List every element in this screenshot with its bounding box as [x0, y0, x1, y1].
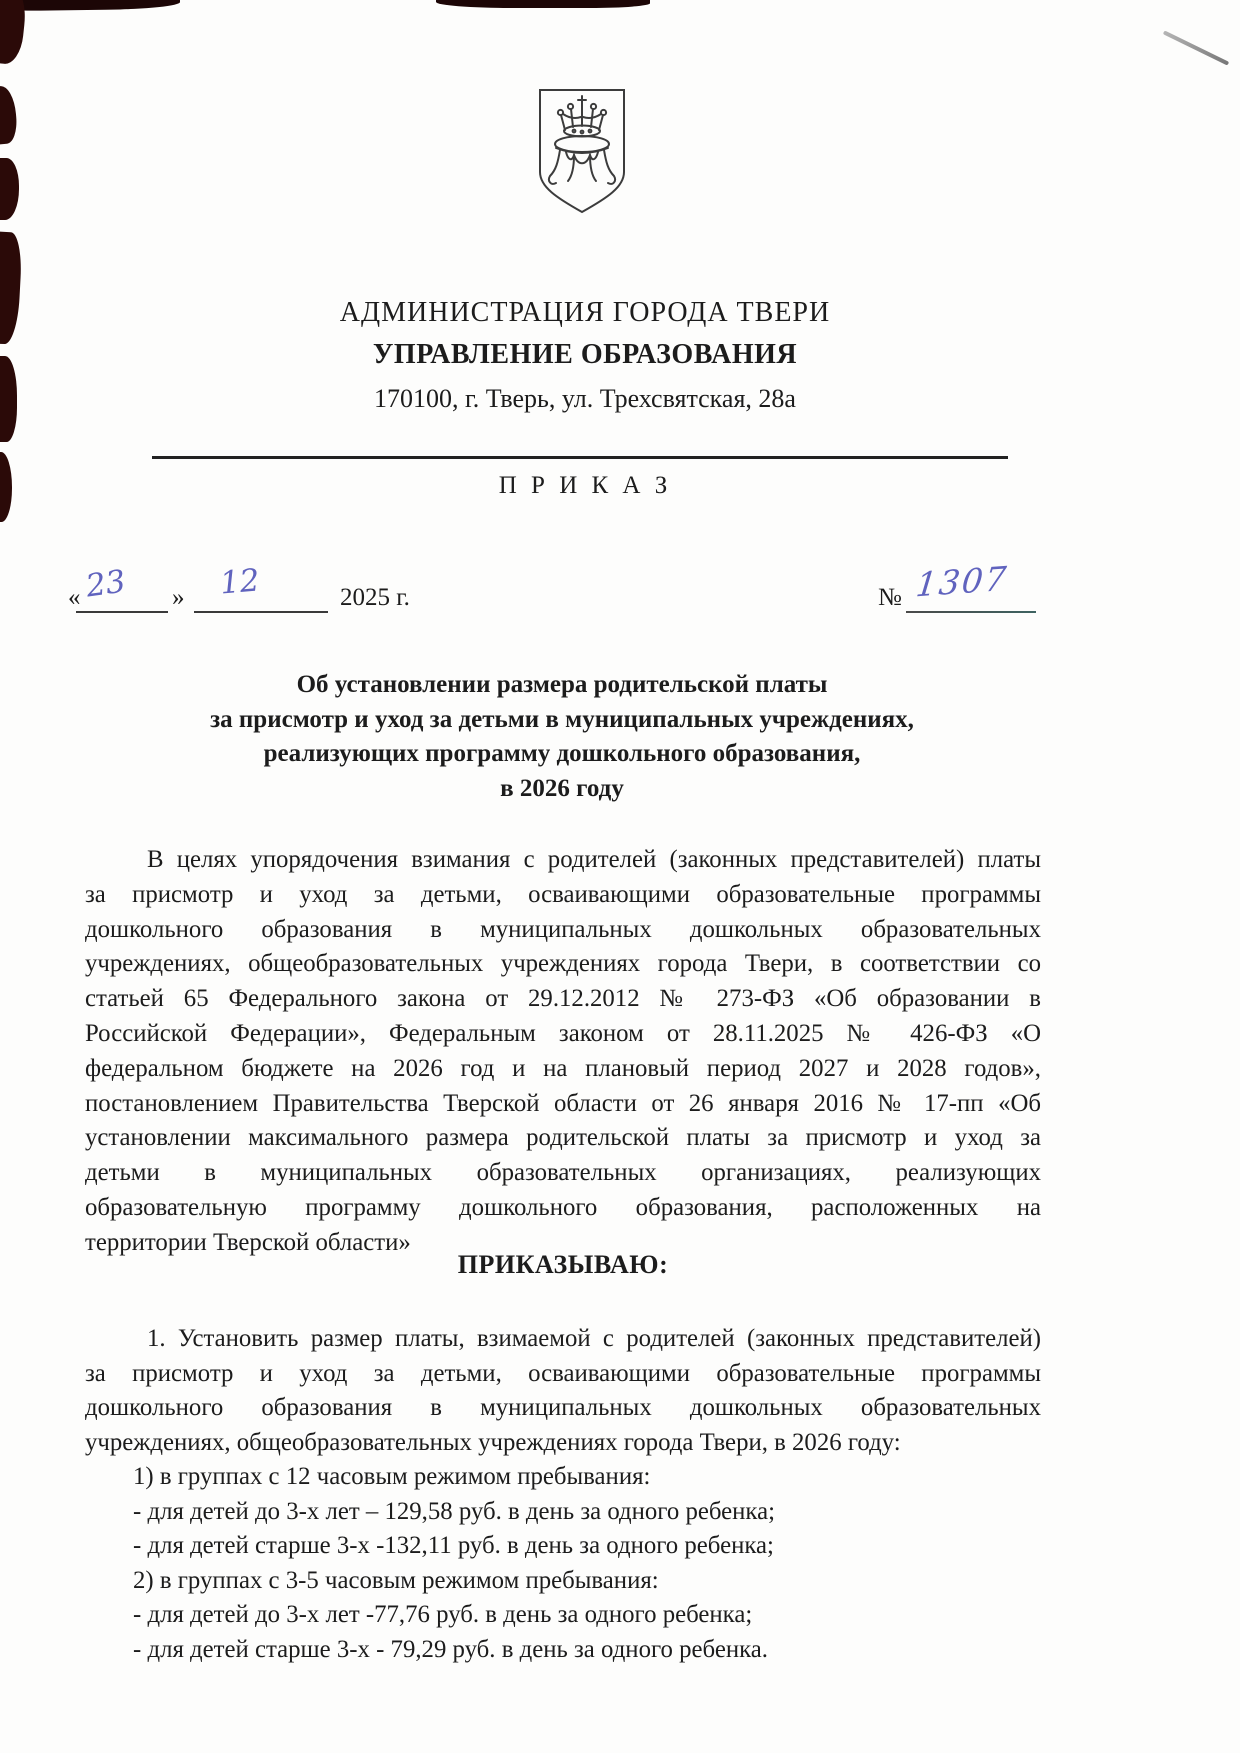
title-line: реализующих программу дошкольного образования, [263, 740, 861, 768]
paragraph-line: федеральном бюджете на 2026 год и на плановый период 2027 и 2028 годов», [85, 1054, 1041, 1082]
scan-edge-artifact-top-center [436, 0, 650, 8]
paragraph-line: В целях упорядочения взимания с родителей (законных представителей) платы [147, 846, 1041, 873]
date-month-underline [194, 611, 328, 613]
handwritten-number: 1307 [914, 558, 1010, 605]
scan-edge-artifact-left [0, 356, 17, 442]
preamble-paragraph [85, 843, 1041, 1261]
title-line: в 2026 году [500, 775, 624, 803]
org-address: 170100, г. Тверь, ул. Трехсвятская, 28а [374, 384, 796, 413]
paragraph-line: 1. Установить размер платы, взимаемой с родителей (законных представителей) [147, 1325, 1041, 1352]
org-name-line2: УПРАВЛЕНИЕ ОБРАЗОВАНИЯ [372, 339, 798, 370]
paragraph-line: установлении максимального размера родительской платы за присмотр и уход за [85, 1124, 1041, 1152]
sub-item-line: - для детей старше 3-х - 79,29 руб. в день за одного ребенка. [133, 1635, 768, 1663]
document-number-label: № [878, 584, 902, 611]
paragraph-line: постановлением Правительства Тверской области от 26 января 2016 № 17-пп «Об [85, 1089, 1041, 1117]
scan-edge-artifact-left [0, 231, 23, 344]
order-keyword: ПРИКАЗЫВАЮ: [457, 1250, 669, 1279]
document-type-heading: П Р И К А З [498, 472, 672, 499]
org-name-line1: АДМИНИСТРАЦИЯ ГОРОДА ТВЕРИ [339, 297, 831, 328]
date-close-quote: » [172, 584, 185, 611]
sub-item-line: - для детей до 3-х лет – 129,58 руб. в день за одного ребенка; [133, 1497, 775, 1525]
scan-edge-artifact-top-left [0, 0, 180, 11]
sub-item-line: 1) в группах с 12 часовым режимом пребывания: [133, 1463, 651, 1490]
paragraph-line: учреждениях, общеобразовательных учреждениях города Твери, в соответствии со [85, 950, 1041, 978]
handwritten-month: 12 [218, 562, 261, 602]
paragraph-line: Российской Федерации», Федеральным законом от 28.11.2025 № 426-ФЗ «О [85, 1019, 1041, 1047]
paragraph-line: образовательную программу дошкольного образования, расположенных на [85, 1193, 1041, 1221]
paragraph-line: за присмотр и уход за детьми, осваивающими образовательные программы [85, 880, 1041, 908]
paragraph-line: дошкольного образования в муниципальных дошкольных образовательных [85, 1394, 1041, 1421]
paragraph-line: статьей 65 Федерального закона от 29.12.2012 № 273-ФЗ «Об образовании в [85, 985, 1041, 1013]
number-underline [906, 611, 1036, 613]
date-day-underline [76, 611, 168, 613]
handwritten-day: 23 [83, 563, 128, 605]
paragraph-line: за присмотр и уход за детьми, осваивающими образовательные программы [85, 1359, 1041, 1387]
paragraph-line: учреждениях, общеобразовательных учреждениях города Твери, в 2026 году: [85, 1428, 901, 1456]
scan-edge-artifact-left [0, 85, 18, 145]
sub-item-line: 2) в группах с 3-5 часовым режимом пребывания: [133, 1566, 659, 1594]
paragraph-line: территории Тверской области» [85, 1228, 411, 1256]
scan-edge-artifact-left [0, 158, 19, 220]
paragraph-line: детьми в муниципальных образовательных организациях, реализующих [85, 1159, 1041, 1187]
document-title [84, 668, 1040, 807]
order-item-1 [85, 1322, 1041, 1667]
date-year: 2025 г. [340, 584, 410, 611]
header-divider-rule [152, 456, 1008, 459]
paragraph-line: дошкольного образования в муниципальных дошкольных образовательных [85, 915, 1041, 943]
tver-coat-of-arms-icon [534, 86, 630, 218]
sub-item-line: - для детей до 3-х лет -77,76 руб. в день за одного ребенка; [133, 1601, 753, 1628]
scan-edge-artifact-left [0, 452, 12, 522]
date-open-quote: « [68, 584, 81, 611]
sub-item-line: - для детей старше 3-х -132,11 руб. в день за одного ребенка; [133, 1532, 774, 1559]
scan-edge-artifact-left [0, 0, 28, 65]
title-line: Об установлении размера родительской платы [296, 671, 828, 698]
scan-streak-artifact [1163, 30, 1229, 65]
title-line: за присмотр и уход за детьми в муниципальных учреждениях, [210, 705, 914, 733]
